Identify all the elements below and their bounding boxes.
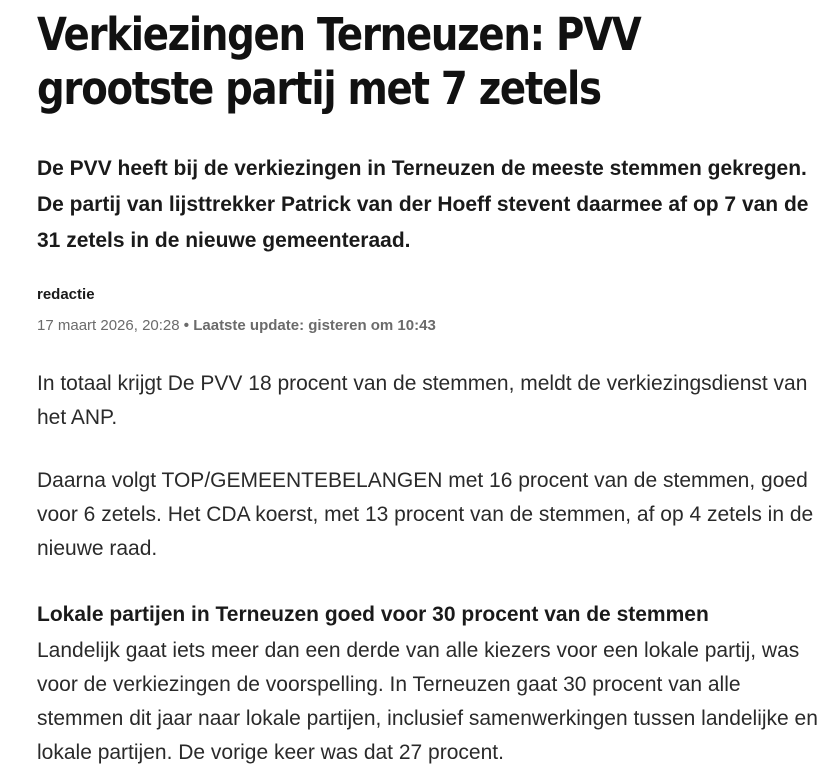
updated-value: gisteren om 10:43 — [308, 317, 436, 334]
article-author — [37, 284, 95, 306]
article — [37, 0, 818, 764]
article-lead: De PVV heeft bij de verkiezingen in Terneuzen de meeste stemmen gekregen. De partij van lijsttrekker Patrick van der Hoeff stevent daarmee af op 7 van de 31 zetels in de nieuwe gemeenteraad. — [37, 157, 809, 252]
dateline-separator: • — [183, 317, 190, 334]
body-paragraph: Daarna volgt TOP/GEMEENTEBELANGEN met 16 procent van de stemmen, goed voor 6 zetels. Het CDA koerst, met 13 procent van de stemmen, af op 4 zetels in de nieuwe raad. — [37, 469, 814, 560]
body-paragraph: In totaal krijgt De PVV 18 procent van de stemmen, meldt de verkiezingsdienst van het ANP. — [37, 372, 808, 429]
author-name: redactie — [37, 286, 95, 303]
published-date: 17 maart 2026, 20:28 — [37, 317, 180, 334]
article-headline: Verkiezingen Terneuzen: PVV grootste partij met 7 zetels — [37, 8, 641, 115]
article-subheading: Lokale partijen in Terneuzen goed voor 30 procent van de stemmen — [37, 603, 709, 626]
updated-label: Laatste update: — [193, 317, 305, 334]
article-dateline — [37, 315, 436, 337]
body-paragraph: Landelijk gaat iets meer dan een derde van alle kiezers voor een lokale partij, was voor de verkiezingen de voorspelling. In Terneuzen gaat 30 procent van alle stemmen dit jaar naar lokale partijen, inclusief samenwerkingen tussen landelijke en lokale partijen. De vorige keer was dat 27 procent. — [37, 639, 818, 764]
